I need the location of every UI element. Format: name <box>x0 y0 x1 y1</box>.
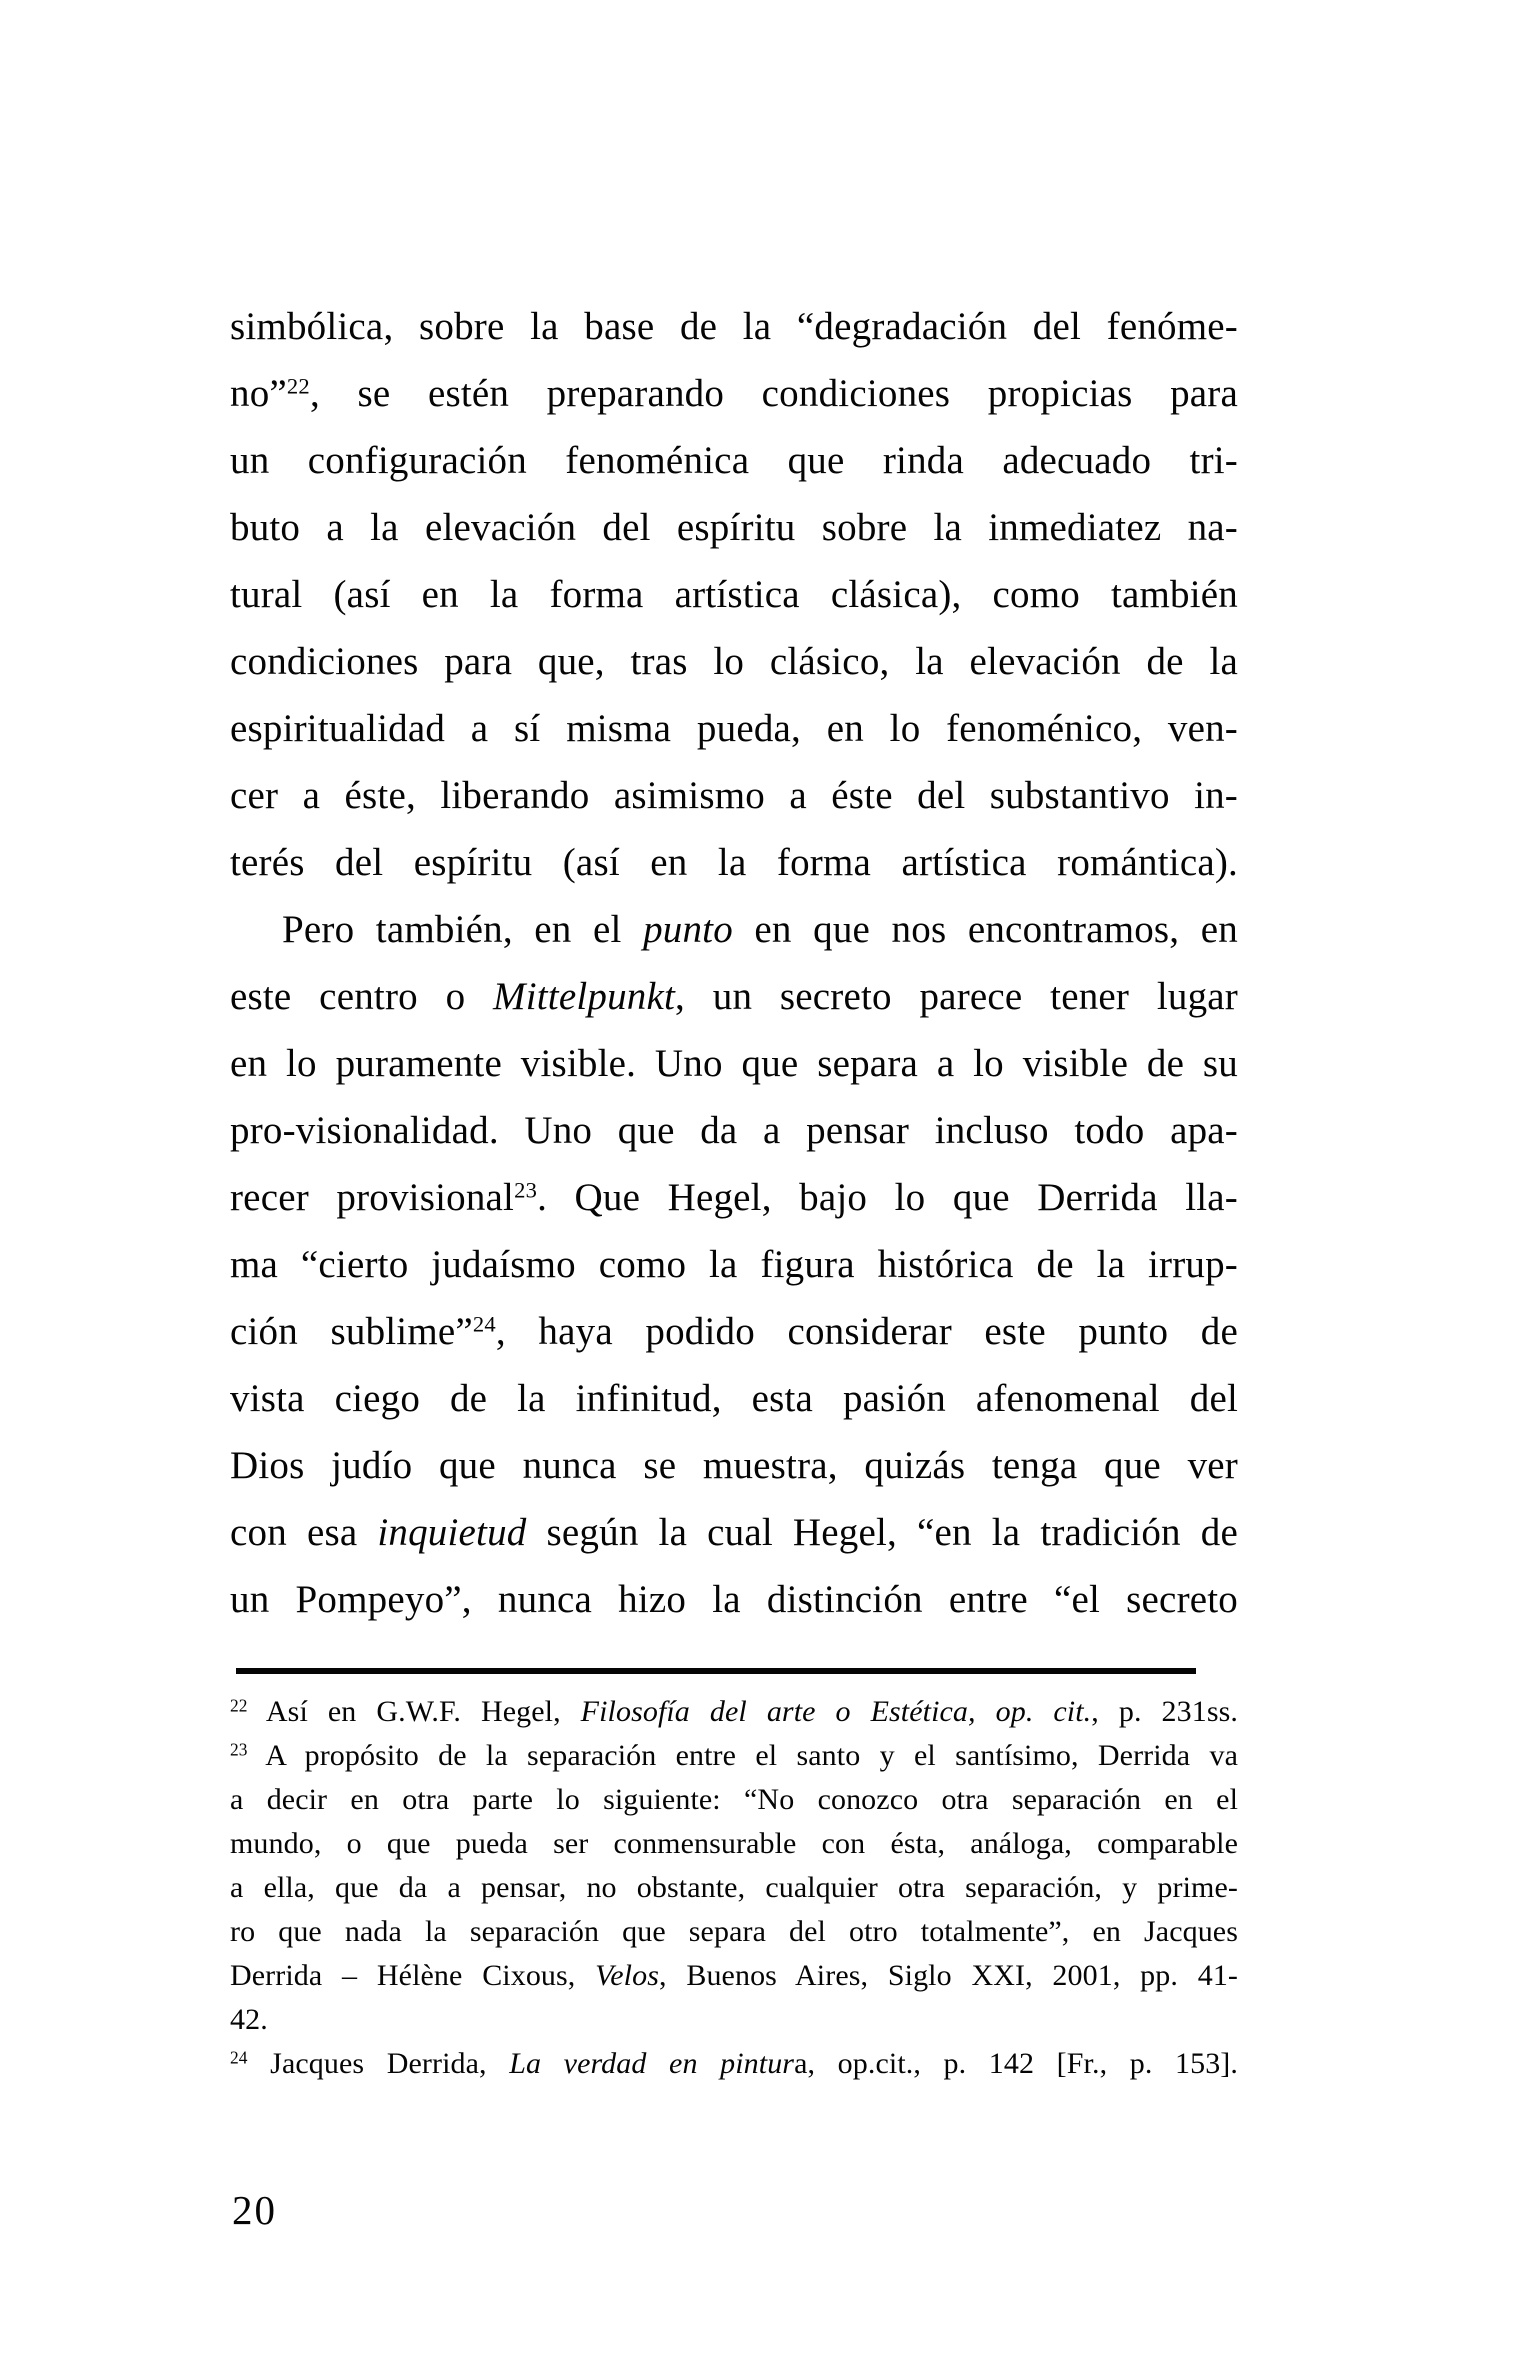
text-segment: La verdad en pintur <box>509 2047 795 2080</box>
text-segment: ro que nada la separación que separa del otro totalmente”, en Jacques <box>230 1915 1238 1948</box>
body-line <box>230 360 1238 427</box>
text-segment: Filosofía del arte o Estética, op. cit. <box>580 1695 1092 1728</box>
body-line <box>230 1566 1238 1633</box>
text-segment: Pero también, en el <box>282 908 644 951</box>
footnote-reference: 22 <box>286 373 310 399</box>
body-line <box>230 1231 1238 1298</box>
body-line <box>230 1164 1238 1231</box>
text-segment: espiritualidad a sí misma pueda, en lo fenoménico, ven- <box>230 707 1238 750</box>
footnote-line <box>230 1734 1238 1778</box>
footnote-line <box>230 1954 1238 1998</box>
footnote-reference: 23 <box>514 1177 538 1203</box>
body-line <box>230 963 1238 1030</box>
body-line <box>230 1499 1238 1566</box>
text-segment: pro-visionalidad. Uno que da a pensar incluso todo apa- <box>230 1109 1238 1152</box>
body-line <box>230 1097 1238 1164</box>
body-line <box>230 494 1238 561</box>
footnote-reference: 24 <box>230 2047 248 2068</box>
body-line <box>230 1365 1238 1432</box>
text-segment: ción sublime” <box>230 1310 473 1353</box>
text-segment: según la cual Hegel, “en la tradición de <box>526 1511 1238 1554</box>
body-line <box>230 695 1238 762</box>
text-segment: Velos <box>595 1959 659 1992</box>
body-line <box>230 896 1238 963</box>
body-line <box>230 561 1238 628</box>
text-segment: no” <box>230 372 287 415</box>
footnote-line <box>230 1778 1238 1822</box>
text-segment: recer provisional <box>230 1176 515 1219</box>
text-segment: simbólica, sobre la base de la “degradación del fenóme- <box>230 305 1238 348</box>
body-line <box>230 1432 1238 1499</box>
text-segment: ma “cierto judaísmo como la figura histórica de la irrup- <box>230 1243 1238 1286</box>
text-segment: terés del espíritu (así en la forma artística romántica). <box>230 841 1238 884</box>
body-text <box>230 293 1238 1633</box>
text-segment: tural (así en la forma artística clásica), como también <box>230 573 1238 616</box>
text-segment: a, op.cit., p. 142 [Fr., p. 153]. <box>794 2047 1238 2080</box>
text-segment: , p. 231ss. <box>1091 1695 1238 1728</box>
text-segment: Así en G.W.F. Hegel, <box>247 1695 581 1728</box>
body-line <box>230 293 1238 360</box>
text-segment: a decir en otra parte lo siguiente: “No conozco otra separación en el <box>230 1783 1238 1816</box>
text-segment: , un secreto parece tener lugar <box>675 975 1238 1018</box>
footnote-separator-rule <box>236 1668 1196 1674</box>
text-segment: un configuración fenoménica que rinda adecuado tri- <box>230 439 1238 482</box>
text-segment: punto <box>643 908 733 951</box>
footnote-line <box>230 1690 1238 1734</box>
footnotes <box>230 1690 1238 2086</box>
body-line <box>230 762 1238 829</box>
text-segment: Mittelpunkt <box>493 975 676 1018</box>
footnote-reference: 24 <box>472 1311 496 1337</box>
text-segment: Derrida – Hélène Cixous, <box>230 1959 596 1992</box>
footnote-line <box>230 1910 1238 1954</box>
text-segment: Jacques Derrida, <box>247 2047 510 2080</box>
text-segment: cer a éste, liberando asimismo a éste del substantivo in- <box>230 774 1238 817</box>
body-line <box>230 1030 1238 1097</box>
footnote-reference: 22 <box>230 1695 248 1716</box>
text-segment: , haya podido considerar este punto de <box>495 1310 1238 1353</box>
text-segment: , Buenos Aires, Siglo XXI, 2001, pp. 41- <box>659 1959 1239 1992</box>
text-segment: un Pompeyo”, nunca hizo la distinción entre “el secreto <box>230 1578 1238 1621</box>
text-segment: este centro o <box>230 975 494 1018</box>
text-segment: . Que Hegel, bajo lo que Derrida lla- <box>537 1176 1238 1219</box>
text-segment: en que nos encontramos, en <box>732 908 1238 951</box>
body-line <box>230 1298 1238 1365</box>
text-segment: con esa <box>230 1511 378 1554</box>
footnote-line <box>230 1822 1238 1866</box>
body-line <box>230 427 1238 494</box>
footnote-line <box>230 2042 1238 2086</box>
text-segment: 42. <box>230 2003 268 2036</box>
footnote-line <box>230 1866 1238 1910</box>
page-number: 20 <box>232 2187 277 2233</box>
text-segment: , se estén preparando condiciones propicias para <box>309 372 1238 415</box>
text-segment: A propósito de la separación entre el santo y el santísimo, Derrida va <box>247 1739 1238 1772</box>
body-line <box>230 628 1238 695</box>
text-segment: a ella, que da a pensar, no obstante, cualquier otra separación, y prime- <box>230 1871 1238 1904</box>
text-segment: buto a la elevación del espíritu sobre la inmediatez na- <box>230 506 1238 549</box>
text-segment: vista ciego de la infinitud, esta pasión afenomenal del <box>230 1377 1238 1420</box>
text-segment: condiciones para que, tras lo clásico, la elevación de la <box>230 640 1238 683</box>
text-segment: Dios judío que nunca se muestra, quizás tenga que ver <box>230 1444 1238 1487</box>
footnote-line <box>230 1998 1238 2042</box>
text-segment: inquietud <box>377 1511 527 1554</box>
body-line <box>230 829 1238 896</box>
text-segment: mundo, o que pueda ser conmensurable con ésta, análoga, comparable <box>230 1827 1238 1860</box>
footnote-reference: 23 <box>230 1739 248 1760</box>
text-segment: en lo puramente visible. Uno que separa a lo visible de su <box>230 1042 1238 1085</box>
